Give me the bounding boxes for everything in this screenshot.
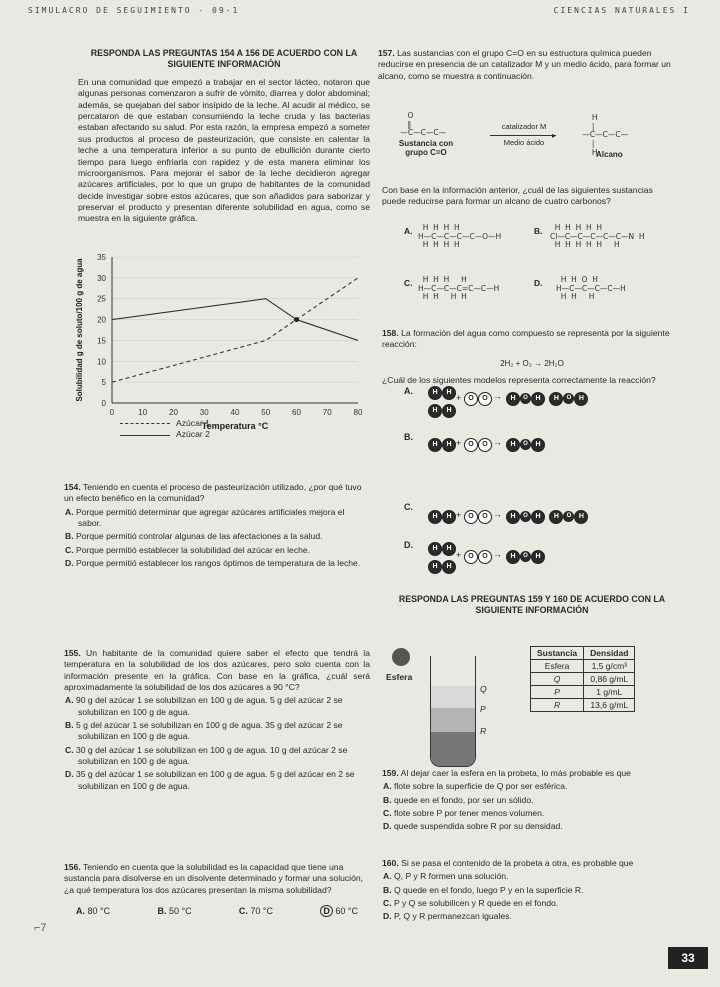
density-table [530,646,635,712]
option-157-b-structure[interactable]: H H H H H Cl—C—C—C—C—C—N H H H H H H H [550,223,645,250]
context-text: En una comunidad que empezó a trabajar en el sector lácteo, notaron que algunas personas comenzaron a sufrir de vómito, diarrea y dolor abdominal; además, se quejaban del sabor insípido de la leche. Al acudir al médico, se percataron de que estaban consumiendo la leche cruda y las bacterias estaban afectando su salud. Por esta razón, la empresa empezó a someter sus productos al proceso de pasteurización, que consiste en calentar la leche a una temperatura inferior a su punto de ebullición durante cierto tiempo para luego enfriarla con rapidez y de esta manera eliminar los microorganismos. Para mejorar el sabor de la leche decidieron agregar azúcares artificiales, por lo que un grupo de habitantes de la comunidad decide investigar sobre estos azúcares, que son añadidos para saborizar y preservar el producto y presentan diferente solubilidad en agua, como se muestra en la siguiente gráfica. [78,77,370,224]
x-tick-label: 30 [199,408,209,417]
water-product-d: H O H [506,548,545,566]
option-159-b[interactable]: B. quede en el fondo, por ser un sólido. [383,794,534,805]
water-product-a: H O H H O H [506,390,588,408]
col-header-sustancia: Sustancia [531,647,584,660]
label-r: R [480,726,487,736]
option-157-d-structure[interactable]: H H O H H—C—C—C—C—H H H H [556,275,626,302]
x-tick-label: 60 [292,408,301,417]
oxygen-molecule-c: O O [464,508,492,526]
option-156-c[interactable]: C. 70 °C [238,906,274,917]
exam-header: SIMULACRO DE SEGUIMIENTO - 09-1 [28,6,240,15]
options-156 [64,906,370,918]
option-160-d[interactable]: D. P, Q y R permanezcan iguales. [383,911,512,922]
y-tick-label: 35 [97,253,106,262]
density-table-wrapper [530,646,635,712]
y-tick-label: 10 [97,357,106,367]
water-equation: 2H₂ + O₂ → 2H₂O [500,358,564,368]
reactant-label: Sustancia con grupo C=O [398,139,454,157]
option-157-d-label[interactable]: D. [534,278,543,288]
option-157-a-structure[interactable]: H H H H H—C—C—C—C—O—H H H H H [418,223,502,250]
catalyst-label: catalizador M [501,122,547,131]
option-155-b[interactable]: B. 5 g del azúcar 1 se solubilizan en 100 g de agua. 35 g del azúcar 2 se solubilizan en 100 g de agua. [65,720,343,742]
option-154-c[interactable]: C. Porque permitió establecer la solubilidad del azúcar en leche. [65,544,311,555]
y-tick-label: 20 [97,315,106,325]
x-tick-label: 50 [261,408,271,417]
question-160: 160. Si se pasa el contenido de la probeta a otra, es probable que A. Q, P y R formen una solución. B. Q quede en el fondo, luego P y en la superficie R. C. P y Q se solubilicen y R quede en el fondo. D. P, Q y R permanezcan iguales. [382,858,682,923]
table-row: Esfera 1,5 g/cm³ [531,660,635,673]
reaction-arrow [490,135,556,136]
option-157-b-label[interactable]: B. [534,226,543,236]
table-row: R 13,6 g/mL [531,699,635,712]
question-157: 157. Las sustancias con el grupo C=O en su estructura química pueden reducirse en presencia de un catalizador M y un medio ácido, para formar un alcano, como se muestra a continuación. [378,48,671,81]
medium-label: Medio ácido [503,138,545,147]
option-157-c-structure[interactable]: H H H H H—C—C—C=C—C—H H H H H [418,275,500,302]
x-tick-label: 10 [138,408,148,417]
liquid-q [431,686,475,708]
model-158-d: H H H H [428,540,456,576]
water-product-c: H O H H O H [506,508,588,526]
product-structure: H | —C—C—C— | H [582,113,629,157]
label-p: P [480,704,486,714]
option-156-d[interactable]: D 60 °C [320,906,358,918]
y-tick-label: 0 [101,399,106,408]
product-label: Alcano [596,150,623,159]
x-tick-label: 0 [109,408,115,417]
option-154-b[interactable]: B. Porque permitió controlar algunas de las afectaciones a la salud. [65,531,323,542]
series-line-azucar-1 [112,278,358,382]
option-154-a[interactable]: A. Porque permitió determinar que agregar azúcares artificiales mejora el sabor. [65,506,345,529]
left-column [78,48,370,225]
y-axis-label: Solubilidad g de soluto/100 g de agua [75,258,84,402]
intersection-point [294,317,299,322]
question-155: 155. Un habitante de la comunidad quiere saber el efecto que tendrá la temperatura en la solubilidad de los dos azúcares, pero solo cuenta con la información presente en la gráfica. Con base en la gráfica, ¿cuál será aproximadamente la solubilidad de los dos azúcares a 90 °C? A. 90 g del azúcar 1 se solubilizan en 100 g de agua. 5 g del azúcar 2 se solubilizan en 100 g de agua. B. 5 g del azúcar 1 se solubilizan en 100 g de agua. 35 g del azúcar 2 se solubilizan en 100 g de agua. C. 30 g del azúcar 1 se solubilizan en 100 g de agua. 10 g del azúcar 2 se solubilizan en 100 g de agua. D. 35 g del azúcar 1 se solubilizan en 100 g de agua. 5 g del azúcar en 2 se solubilizan en 100 g de agua. [64,648,370,791]
liquid-p [431,708,475,732]
option-160-a[interactable]: A. Q, P y R formen una solución. [383,871,509,882]
x-axis-label: Temperatura °C [201,421,269,431]
page-number: 33 [668,947,708,969]
option-155-a[interactable]: A. 90 g del azúcar 1 se solubilizan en 100 g de agua. 5 g del azúcar 2 se solubilizan en 100 g de agua. [65,695,343,717]
chart-legend [120,418,270,441]
reactant-structure: O ‖ —C—C—C— [400,111,447,138]
pencil-mark-icon: ⌐7 [34,922,47,934]
option-157-a-label[interactable]: A. [404,226,413,236]
option-159-c[interactable]: C. flote sobre P por tener menos volumen. [383,808,545,819]
option-158-c[interactable]: C. [404,502,413,512]
option-158-b[interactable]: B. [404,432,413,442]
option-156-b[interactable]: B. 50 °C [157,906,192,917]
option-159-a[interactable]: A. flote sobre la superficie de Q por ser esférica. [383,781,568,792]
option-155-d[interactable]: D. 35 g del azúcar 1 se solubilizan en 100 g de agua. 5 g del azúcar en 2 se solubilizan en 100 g de agua. [65,769,355,791]
legend-azucar-2: Azúcar 2 [120,429,270,440]
legend-azucar-1: Azúcar 1 [120,418,270,429]
section-heading-159-160: RESPONDA LAS PREGUNTAS 159 Y 160 DE ACUERDO CON LA SIGUIENTE INFORMACIÓN [398,594,666,615]
subject-header: CIENCIAS NATURALES I [553,6,690,15]
sphere [392,648,410,666]
x-tick-label: 40 [230,408,240,417]
table-row: P 1 g/mL [531,686,635,699]
y-tick-label: 30 [97,273,106,283]
option-158-a[interactable]: A. [404,386,413,396]
question-157-prompt: Con base en la información anterior, ¿cuál de las siguientes sustancias puede reducirse para formar un alcano de cuatro carbonos? [382,185,653,207]
model-158-a: H H H H [428,384,456,420]
sphere-label: Esfera [386,672,413,682]
option-157-c-label[interactable]: C. [404,278,413,288]
question-158-prompt: ¿Cuál de los siguientes modelos representa correctamente la reacción? [382,375,656,386]
y-tick-label: 15 [97,336,106,346]
question-156: 156. Teniendo en cuenta que la solubilidad es la capacidad que tiene una sustancia para disolverse en un disolvente determinado y formar una solución, ¿a qué temperatura los dos azúcares presentan la misma solubilidad? A. 80 °C B. 50 °C C. 70 °C D 60 °C [64,862,370,918]
option-154-d[interactable]: D. Porque permitió establecer los rangos óptimos de temperatura de la leche. [65,558,361,569]
option-160-b[interactable]: B. Q quede en el fondo, luego P y en la superficie R. [383,884,584,895]
arrow-head-icon: ▸ [552,131,557,140]
option-158-d[interactable]: D. [404,540,413,550]
option-159-d[interactable]: D. quede suspendida sobre R por su densidad. [383,821,563,832]
liquid-r [431,732,475,766]
water-product-b: H O H [506,436,545,454]
oxygen-molecule-a: O O [464,390,492,408]
y-tick-label: 25 [97,294,106,304]
model-158-c: H H [428,508,456,526]
option-155-c[interactable]: C. 30 g del azúcar 1 se solubilizan en 100 g de agua. 10 g del azúcar 2 se solubilizan en 100 g de agua. [65,744,348,767]
section-heading-154-156: RESPONDA LAS PREGUNTAS 154 A 156 DE ACUERDO CON LA SIGUIENTE INFORMACIÓN [90,48,358,69]
model-158-b: H H [428,436,456,454]
x-tick-label: 20 [169,408,178,417]
table-row: Q 0,86 g/mL [531,673,635,686]
question-158: 158. La formación del agua como compuesto se representa por la siguiente reacción: 2H₂ + O₂ → 2H₂O ¿Cuál de los siguientes modelos representa correctamente la reacción? [382,328,682,387]
x-tick-label: 80 [353,408,363,417]
oxygen-molecule-d: O O [464,548,492,566]
question-159: 159. Al dejar caer la esfera en la probeta, lo más probable es que A. flote sobre la superficie de Q por ser esférica. B. quede en el fondo, por ser un sólido. C. flote sobre P por tener menos volumen. D. quede suspendida sobre R por su densidad. [382,768,682,833]
option-160-c[interactable]: C. P y Q se solubilicen y R quede en el fondo. [383,898,559,909]
x-tick-label: 70 [322,408,332,417]
y-tick-label: 5 [101,378,106,388]
question-154: 154. Teniendo en cuenta el proceso de pasteurización utilizado, ¿por qué tuvo un efecto benéfico en la comunidad? A. Porque permitió determinar que agregar azúcares artificiales mejora el sabor. B. Porque permitió controlar algunas de las afectaciones a la salud. C. Porque permitió establecer la solubilidad del azúcar en leche. D. Porque permitió establecer los rangos óptimos de temperatura de la leche. [64,482,370,569]
graduated-cylinder [430,656,476,767]
option-156-a[interactable]: A. 80 °C [76,906,111,917]
oxygen-molecule-b: O O [464,436,492,454]
label-q: Q [480,684,487,694]
col-header-densidad: Densidad [584,647,635,660]
